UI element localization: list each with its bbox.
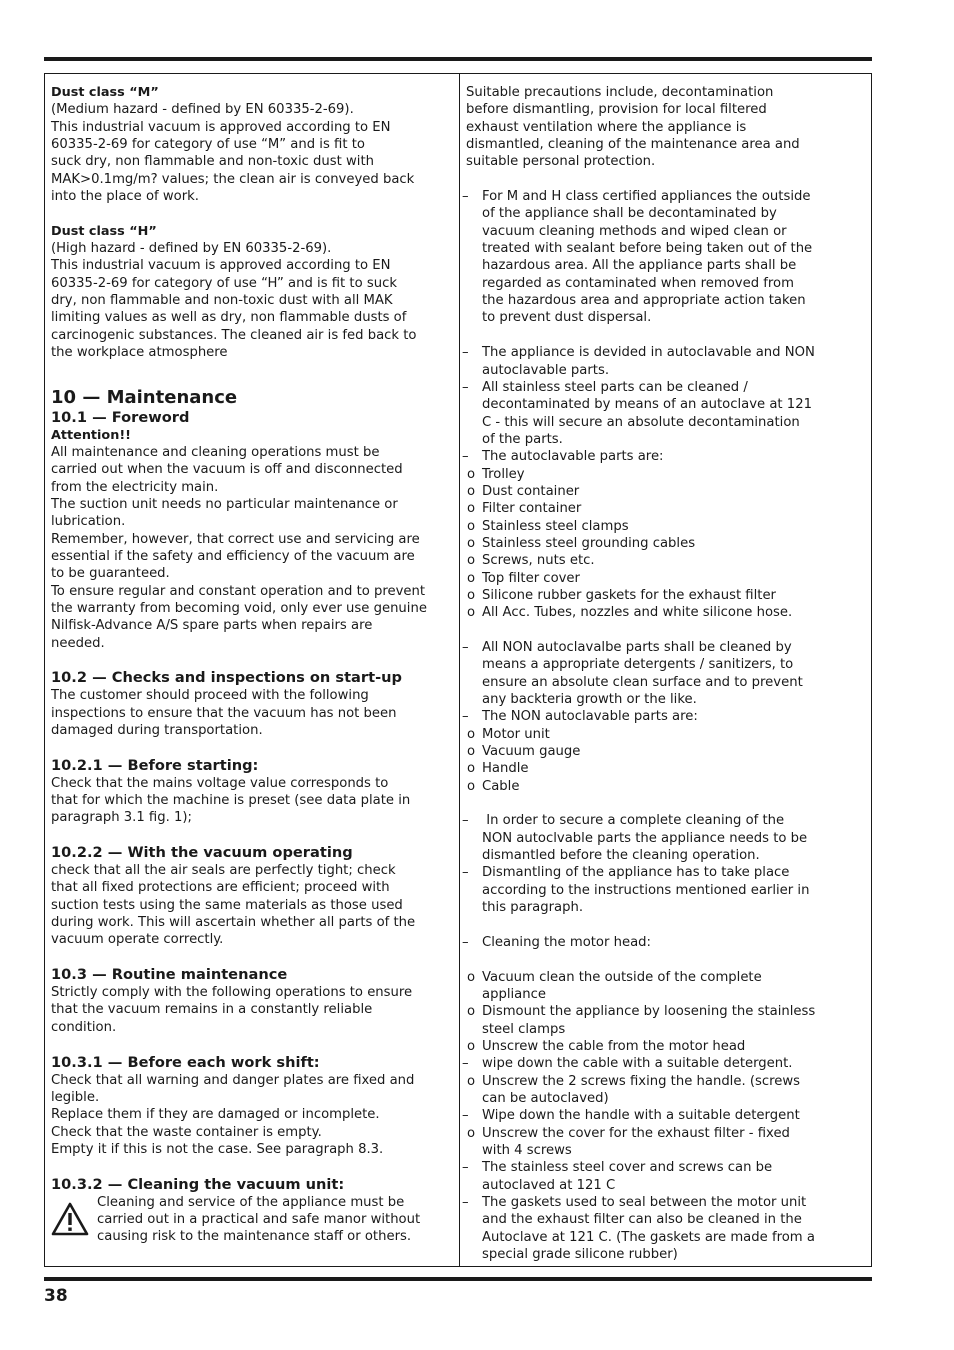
step-item	[466, 1194, 866, 1263]
foreword-line: The suction unit needs no particular maintenance or	[51, 496, 398, 512]
stainless-line: C - this will secure an absolute decontamination	[482, 414, 800, 430]
shift-heading: 10.3.1 — Before each work shift:	[51, 1053, 320, 1071]
step-item	[466, 1055, 866, 1072]
autoclavable-part: o Stainless steel clamps	[466, 518, 866, 535]
column-divider	[459, 73, 460, 1267]
maintenance-heading: 10 — Maintenance	[51, 386, 238, 408]
step-line: o Unscrew the cable from the motor head	[482, 1038, 746, 1054]
right-column	[466, 84, 866, 1263]
non-auto-part: o Vacuum gauge	[466, 743, 866, 760]
autoclavable-part: o Top filter cover	[466, 570, 866, 587]
stainless-line: decontaminated by means of an autoclave at 121	[482, 397, 812, 413]
motor-head-text: – Cleaning the motor head:	[482, 934, 651, 950]
motor-head-title	[466, 934, 866, 951]
dust-h-line: 60335-2-69 for category of use “H” and is fit to suck	[51, 275, 397, 291]
secure-line: – In order to secure a complete cleaning of the	[482, 813, 785, 829]
checks-line: damaged during transportation.	[51, 723, 263, 738]
non-auto-part: o Cable	[466, 778, 866, 795]
intro-line: suitable personal protection.	[466, 154, 656, 170]
bottom-rule	[44, 1277, 872, 1281]
step-line: can be autoclaved)	[482, 1090, 609, 1106]
step-line: – The stainless steel cover and screws can be	[482, 1160, 773, 1176]
mh-paragraph	[466, 188, 866, 327]
mh-line: to prevent dust dispersal.	[482, 310, 652, 326]
step-line: o Unscrew the 2 screws fixing the handle. (screws	[482, 1073, 801, 1089]
autoclavable-part: o Dust container	[466, 483, 866, 500]
top-rule	[44, 57, 872, 61]
autoclavable-part: o Filter container	[466, 500, 866, 517]
dismantling-line: – Dismantling of the appliance has to take place	[482, 865, 790, 881]
divided-paragraph	[466, 344, 866, 379]
autoclavable-title-text: – The autoclavable parts are:	[482, 449, 664, 465]
dust-m-line: MAK>0.1mg/m? values; the clean air is conveyed back	[51, 171, 415, 187]
foreword-line: needed.	[51, 635, 105, 651]
routine-heading: 10.3 — Routine maintenance	[51, 966, 288, 984]
autoclavable-part: o All Acc. Tubes, nozzles and white silicone hose.	[466, 604, 866, 621]
stainless-line: – All stainless steel parts can be cleaned /	[482, 379, 748, 395]
secure-line: dismantled before the cleaning operation.	[482, 848, 760, 864]
warning-triangle-icon	[51, 1202, 89, 1236]
left-column	[51, 84, 453, 1246]
step-item	[466, 1107, 866, 1124]
shift-line: Empty it if this is not the case. See paragraph 8.3.	[51, 1141, 384, 1157]
foreword-heading: 10.1 — Foreword	[51, 408, 190, 426]
mh-line: – For M and H class certified appliances the outside	[482, 189, 811, 205]
autoclavable-title	[466, 448, 866, 465]
dust-m-line: into the place of work.	[51, 189, 199, 205]
step-line: o Unscrew the cover for the exhaust filter - fixed	[482, 1125, 790, 1141]
non-auto-part: o Motor unit	[466, 726, 866, 743]
dust-h-line: This industrial vacuum is approved according to EN	[51, 258, 391, 274]
non-auto-title	[466, 708, 866, 725]
non-auto-part: o Handle	[466, 760, 866, 777]
shift-line: legible.	[51, 1089, 100, 1105]
warning-line: Cleaning and service of the appliance must be	[97, 1194, 405, 1210]
foreword-line: essential if the safety and efficiency of the vacuum are	[51, 548, 415, 564]
dust-h-line: limiting values as well as dry, non flammable dusts of	[51, 310, 407, 326]
stainless-paragraph	[466, 379, 866, 448]
foreword-line: from the electricity main.	[51, 479, 219, 495]
dust-h-title: Dust class “H”	[51, 223, 157, 239]
foreword-line: All maintenance and cleaning operations must be	[51, 444, 380, 460]
step-item	[466, 969, 866, 1004]
shift-line: Check that the waste container is empty.	[51, 1124, 322, 1140]
before-starting-line: Check that the mains voltage value corresponds to	[51, 775, 389, 791]
autoclavable-part: o Trolley	[466, 466, 866, 483]
page-number: 38	[44, 1286, 68, 1306]
step-line: autoclaved at 121 C	[482, 1177, 616, 1193]
step-line: appliance	[482, 986, 546, 1002]
shift-line: Check that all warning and danger plates are fixed and	[51, 1072, 415, 1088]
dust-h-line: carcinogenic substances. The cleaned air is fed back to	[51, 327, 417, 343]
autoclavable-part: o Silicone rubber gaskets for the exhaust filter	[466, 587, 866, 604]
operating-line: during work. This will ascertain whether all parts of the	[51, 915, 416, 931]
warning-line: carried out in a practical and safe manor without	[97, 1211, 421, 1227]
attention-label: Attention!!	[51, 427, 132, 443]
foreword-line: To ensure regular and constant operation and to prevent	[51, 583, 426, 599]
foreword-line: Nilfisk-Advance A/S spare parts when repairs are	[51, 618, 373, 634]
non-auto-line: any backteria growth or the like.	[482, 692, 697, 708]
dismantling-line: according to the instructions mentioned earlier in	[482, 882, 810, 898]
checks-line: inspections to ensure that the vacuum has not been	[51, 705, 397, 721]
intro-line: dismantled, cleaning of the maintenance area and	[466, 137, 800, 153]
step-item	[466, 1038, 866, 1055]
divided-line: autoclavable parts.	[482, 362, 610, 378]
shift-line: Replace them if they are damaged or incomplete.	[51, 1107, 380, 1123]
step-line: – The gaskets used to seal between the motor unit	[482, 1195, 807, 1210]
before-starting-line: that for which the machine is preset (see data plate in	[51, 793, 411, 809]
mh-line: treated with sealant before being taken out of the	[482, 241, 813, 257]
operating-line: suction tests using the same materials as those used	[51, 897, 403, 913]
non-auto-line: – All NON autoclavalbe parts shall be cleaned by	[482, 640, 792, 655]
autoclavable-part: o Screws, nuts etc.	[466, 552, 866, 569]
step-item	[466, 1125, 866, 1160]
secure-paragraph	[466, 812, 866, 864]
foreword-line: Remember, however, that correct use and servicing are	[51, 531, 420, 547]
non-auto-line: means a appropriate detergents / sanitizers, to	[482, 657, 794, 673]
stainless-line: of the parts.	[482, 431, 563, 447]
step-line: Autoclave at 121 C. (The gaskets are made from a	[482, 1229, 815, 1245]
mh-line: vacuum cleaning methods and wiped clean or	[482, 223, 787, 239]
non-auto-paragraph	[466, 639, 866, 708]
intro-line: Suitable precautions include, decontamination	[466, 85, 774, 100]
step-item	[466, 1073, 866, 1108]
intro-line: exhaust ventilation where the appliance is	[466, 119, 747, 135]
divided-line: – The appliance is devided in autoclavable and NON	[482, 345, 815, 361]
secure-line: NON autoclvable parts the appliance needs to be	[482, 830, 808, 846]
foreword-line: to be guaranteed.	[51, 566, 170, 582]
dismantling-paragraph	[466, 864, 866, 916]
foreword-line: lubrication.	[51, 514, 126, 530]
dust-h-line: dry, non flammable and non-toxic dust with all MAK	[51, 293, 393, 309]
routine-line: condition.	[51, 1019, 117, 1035]
warning-block	[51, 1194, 453, 1246]
dust-m-line: 60335-2-69 for category of use “M” and is fit to	[51, 137, 365, 153]
checks-line: The customer should proceed with the following	[51, 688, 369, 704]
routine-line: Strictly comply with the following operations to ensure	[51, 985, 413, 1001]
step-item	[466, 1159, 866, 1194]
step-line: steel clamps	[482, 1021, 566, 1037]
autoclavable-part: o Stainless steel grounding cables	[466, 535, 866, 552]
step-line: o Dismount the appliance by loosening the stainless	[482, 1004, 816, 1020]
cleaning-heading: 10.3.2 — Cleaning the vacuum unit:	[51, 1175, 345, 1193]
mh-line: of the appliance shall be decontaminated by	[482, 206, 777, 222]
step-line: o Vacuum clean the outside of the complete	[482, 969, 762, 985]
non-auto-title-text: – The NON autoclavable parts are:	[482, 709, 698, 725]
non-auto-line: ensure an absolute clean surface and to prevent	[482, 674, 803, 690]
operating-line: that all fixed protections are efficient; proceed with	[51, 880, 390, 896]
dust-h-line: (High hazard - defined by EN 60335-2-69).	[51, 241, 332, 257]
operating-line: vacuum operate correctly.	[51, 932, 224, 948]
dust-h-line: the workplace atmosphere	[51, 345, 228, 361]
step-line: special grade silicone rubber)	[482, 1247, 678, 1263]
dust-m-line: This industrial vacuum is approved according to EN	[51, 119, 391, 135]
mh-line: regarded as contaminated when removed from	[482, 275, 794, 291]
mh-line: the hazardous area and appropriate action taken	[482, 293, 806, 309]
step-line: – Wipe down the handle with a suitable detergent	[482, 1108, 800, 1124]
before-starting-heading: 10.2.1 — Before starting:	[51, 756, 259, 774]
step-line: and the exhaust filter can also be cleaned in the	[482, 1212, 802, 1228]
foreword-line: carried out when the vacuum is off and disconnected	[51, 462, 403, 478]
before-starting-line: paragraph 3.1 fig. 1);	[51, 810, 192, 826]
dismantling-line: this paragraph.	[482, 900, 584, 916]
foreword-line: the warranty from becoming void, only ever use genuine	[51, 600, 427, 616]
mh-line: hazardous area. All the appliance parts shall be	[482, 258, 797, 274]
intro-line: before dismantling, provision for local filtered	[466, 102, 767, 118]
dust-m-line: (Medium hazard - defined by EN 60335-2-69).	[51, 102, 354, 118]
checks-heading: 10.2 — Checks and inspections on start-up	[51, 669, 402, 687]
step-line: with 4 screws	[482, 1142, 572, 1158]
operating-line: check that all the air seals are perfectly tight; check	[51, 863, 396, 879]
dust-m-title: Dust class “M”	[51, 85, 159, 100]
step-line: – wipe down the cable with a suitable detergent.	[482, 1056, 793, 1072]
step-item	[466, 1003, 866, 1038]
dust-m-line: suck dry, non flammable and non-toxic dust with	[51, 154, 374, 170]
routine-line: that the vacuum remains in a constantly reliable	[51, 1002, 373, 1018]
operating-heading: 10.2.2 — With the vacuum operating	[51, 844, 353, 862]
warning-line: causing risk to the maintenance staff or others.	[97, 1229, 412, 1245]
